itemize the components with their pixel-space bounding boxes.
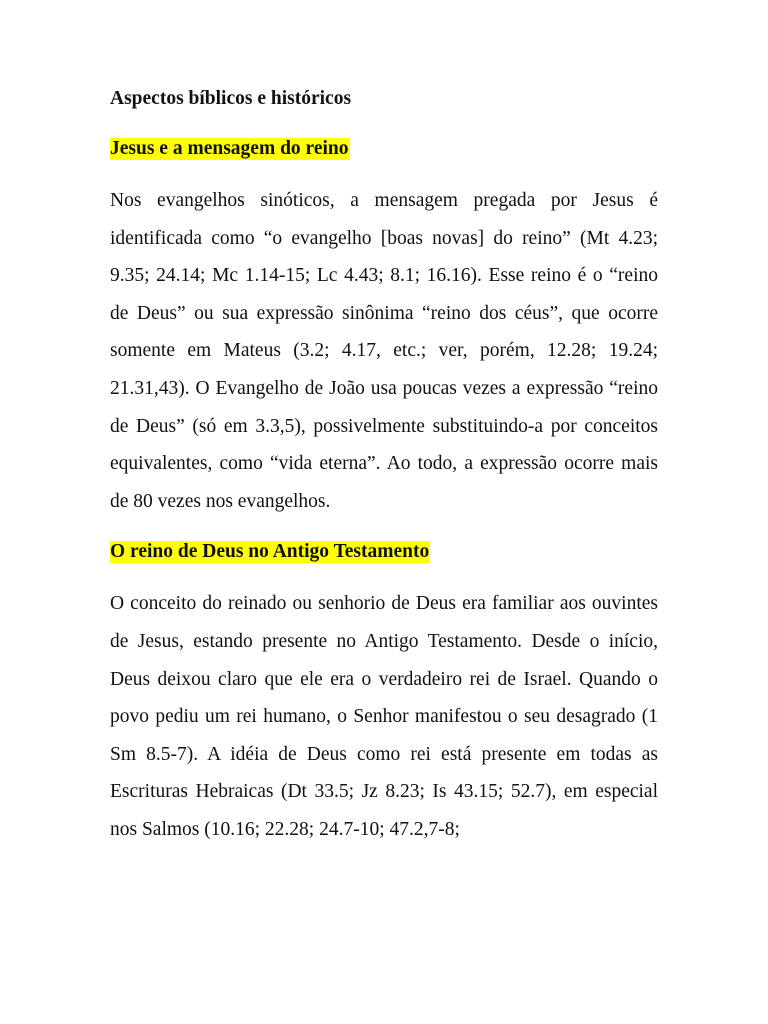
paragraph-jesus-reino: Nos evangelhos sinóticos, a mensagem pregada por Jesus é identificada como “o evangelho [boas novas] do reino” (Mt 4.23; 9.35; 24.14; Mc 1.14-15; Lc 4.43; 8.1; 16.16). Esse reino é o “reino de Deus” ou sua expressão sinônima “reino dos céus”, que ocorre somente em Mateus (3.2; 4.17, etc.; ver, porém, 12.28; 19.24; 21.31,43). O Evangelho de João usa poucas vezes a expressão “reino de Deus” (só em 3.3,5), possivelmente substituindo-a por conceitos equivalentes, como “vida eterna”. Ao todo, a expressão ocorre mais de 80 vezes nos evangelhos.	[110, 190, 658, 512]
paragraph-antigo-testamento: O conceito do reinado ou senhorio de Deus era familiar aos ouvintes de Jesus, estando presente no Antigo Testamento. Desde o início, Deus deixou claro que ele era o verdadeiro rei de Israel. Quando o povo pediu um rei humano, o Senhor manifestou o seu desagrado (1 Sm 8.5-7). A idéia de Deus como rei está presente em todas as Escrituras Hebraicas (Dt 33.5; Jz 8.23; Is 43.15; 52.7), em especial nos Salmos (10.16; 22.28; 24.7-10; 47.2,7-8;	[110, 593, 658, 840]
highlighted-heading-text: Jesus e a mensagem do reino	[110, 138, 349, 159]
section-heading-antigo-testamento	[110, 537, 658, 567]
highlighted-heading-text: O reino de Deus no Antigo Testamento	[110, 541, 430, 563]
document-title: Aspectos bíblicos e históricos	[110, 88, 352, 109]
section-heading-jesus-reino	[110, 134, 658, 164]
document-page	[110, 84, 658, 866]
